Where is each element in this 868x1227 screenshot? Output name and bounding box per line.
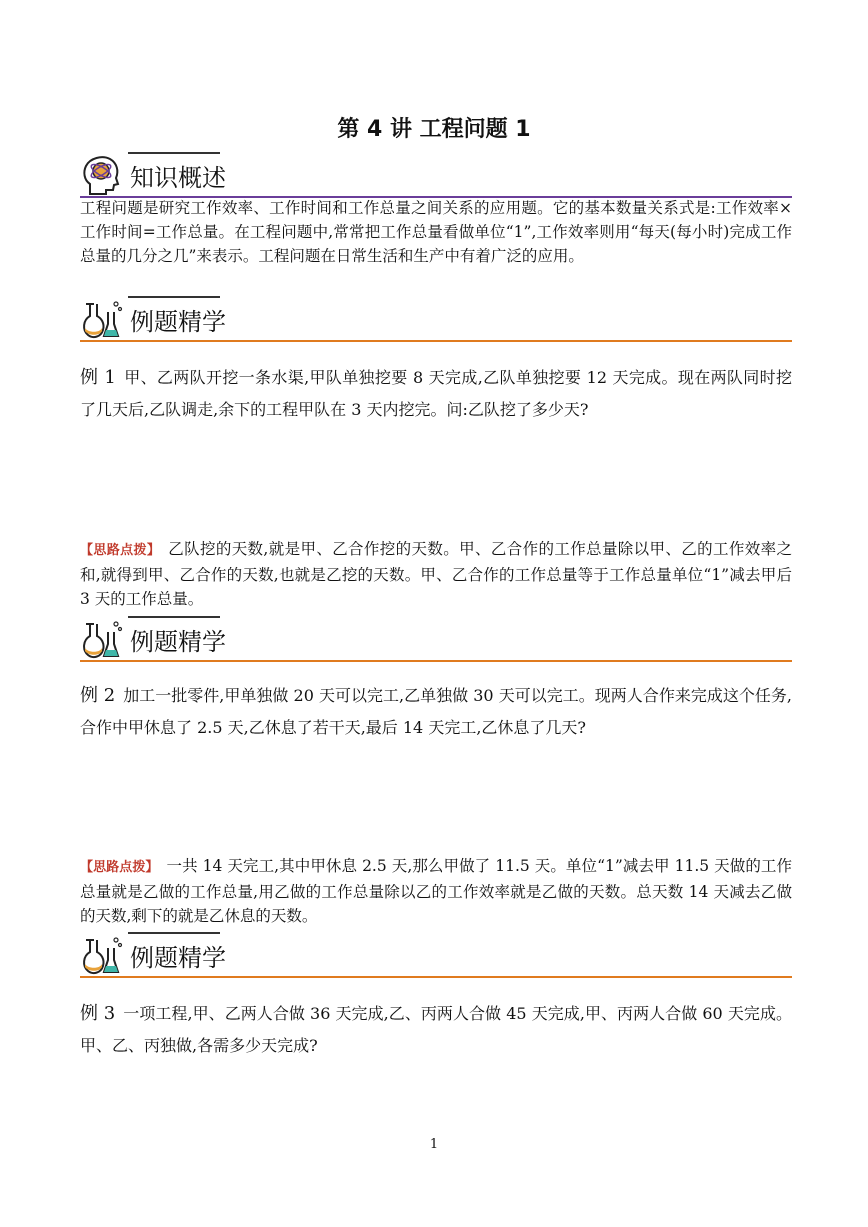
hint-text: 乙队挖的天数,就是甲、乙合作挖的天数。甲、乙合作的工作总量除以甲、乙的工作效率之和,就得到甲、乙合作的天数,也就是乙挖的天数。甲、乙合作的工作总量等于工作总量单位“1”减去甲后 3 天的工作总量。 [80,540,792,608]
example-text: 甲、乙两队开挖一条水渠,甲队单独挖要 8 天完成,乙队单独挖要 12 天完成。现在两队同时挖了几天后,乙队调走,余下的工程甲队在 3 天内挖完。问:乙队挖了多少天? [80,368,792,419]
section-label: 知识概述 [130,164,226,192]
flask-icon [80,934,124,976]
hint-tag: 【思路点拨】 [80,860,159,875]
header-bottom-rule [80,660,792,662]
overview-text: 工程问题是研究工作效率、工作时间和工作总量之间关系的应用题。它的基本数量关系式是:工作效率×工作时间=工作总量。在工程问题中,常常把工作总量看做单位“1”,工作效率则用“每天(每小时)完成工作总量的几分之几”来表示。工程问题在日常生活和生产中有着广泛的应用。 [80,199,792,265]
hint-text: 一共 14 天完工,其中甲休息 2.5 天,那么甲做了 11.5 天。单位“1”减去甲 11.5 天做的工作总量就是乙做的工作总量,用乙做的工作总量除以乙的工作效率就是乙做的天数。总天数 14 天减去乙做的天数,剩下的就是乙休息的天数。 [80,857,792,925]
brain-head-icon [80,154,124,196]
example-tag: 例 2 [80,685,116,706]
hint-2 [80,854,792,928]
header-top-rule [128,616,220,618]
example-3 [80,998,792,1062]
section-header-example-1 [80,294,792,342]
section-header-example-2 [80,614,792,662]
example-2 [80,680,792,744]
header-bottom-rule [80,976,792,978]
page-title: 第 4 讲 工程问题 1 [337,117,531,142]
section-label: 例题精学 [130,944,226,972]
hint-tag: 【思路点拨】 [80,543,161,558]
example-tag: 例 1 [80,367,116,388]
flask-icon [80,298,124,340]
header-top-rule [128,932,220,934]
section-label: 例题精学 [130,308,226,336]
section-header-example-3 [80,930,792,978]
example-text: 加工一批零件,甲单独做 20 天可以完工,乙单独做 30 天可以完工。现两人合作来完成这个任务,合作中甲休息了 2.5 天,乙休息了若干天,最后 14 天完工,乙休息了几天? [80,686,792,737]
flask-icon [80,618,124,660]
example-tag: 例 3 [80,1003,116,1024]
header-top-rule [128,296,220,298]
example-1 [80,362,792,426]
section-header-overview [80,150,792,198]
header-bottom-rule [80,340,792,342]
hint-1 [80,537,792,611]
page-number: 1 [429,1137,439,1152]
example-text: 一项工程,甲、乙两人合做 36 天完成,乙、丙两人合做 45 天完成,甲、丙两人合做 60 天完成。甲、乙、丙独做,各需多少天完成? [80,1004,792,1055]
header-top-rule [128,152,220,154]
section-label: 例题精学 [130,628,226,656]
